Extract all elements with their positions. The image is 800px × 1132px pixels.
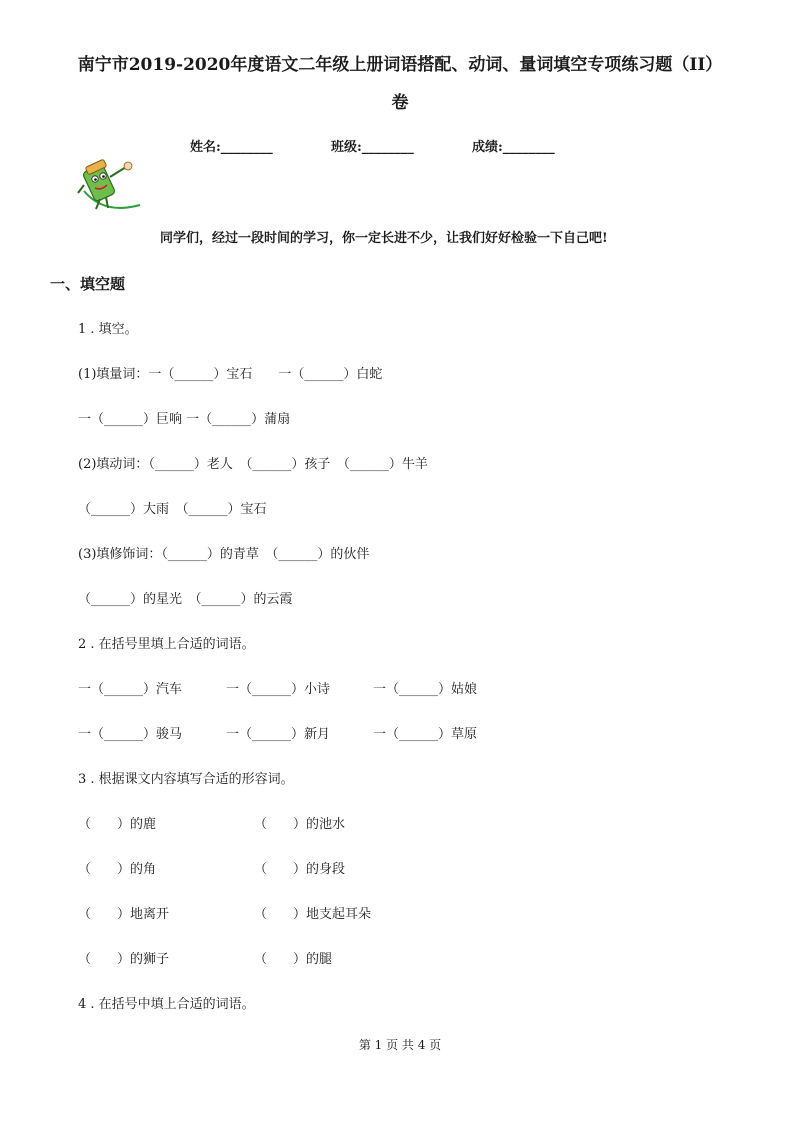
q1-line: （______）大雨 （______）宝石 [78,502,267,517]
section-heading: 一、填空题 [50,275,126,293]
q3-item: （ ）的角 [78,862,157,877]
q2-item: 一（______）新月 [226,727,331,742]
q3-item: （ ）地离开 [78,907,170,922]
q1-prompt: 1 . 填空。 [78,322,138,337]
q3-item: （ ）的狮子 [78,952,170,967]
pencil-mascot-icon [74,155,146,217]
q3-item: （ ）的身段 [254,862,346,877]
page-title-line1: 南宁市2019-2020年度语文二年级上册词语搭配、动词、量词填空专项练习题（II） [77,55,723,75]
q2-item: 一（______）汽车 [78,682,183,697]
q1-line: (2)填动词：（______）老人 （______）孩子 （______）牛羊 [78,457,428,472]
q4-prompt: 4 . 在括号中填上合适的词语。 [78,997,255,1012]
name-field: 姓名:________ [190,140,273,155]
q1-line: (1)填量词：一（______）宝石 一（______）白蛇 [78,367,383,382]
q1-line: (3)填修饰词：（______）的青草 （______）的伙伴 [78,547,370,562]
q3-item: （ ）地支起耳朵 [254,907,372,922]
q1-line: （______）的星光 （______）的云霞 [78,592,293,607]
q2-prompt: 2 . 在括号里填上合适的词语。 [78,637,255,652]
page-title-line2: 卷 [391,93,409,113]
q3-prompt: 3 . 根据课文内容填写合适的形容词。 [78,772,294,787]
intro-text: 同学们，经过一段时间的学习，你一定长进不少，让我们好好检验一下自己吧! [160,231,608,246]
q2-item: 一（______）骏马 [78,727,183,742]
q3-item: （ ）的鹿 [78,817,157,832]
page-footer: 第 1 页 共 4 页 [358,1038,442,1052]
q3-item: （ ）的腿 [254,952,333,967]
q2-item: 一（______）小诗 [226,682,331,697]
q3-item: （ ）的池水 [254,817,346,832]
q1-line: 一（______）巨响 一（______）蒲扇 [78,412,291,427]
class-field: 班级:________ [331,140,414,155]
score-field: 成绩:________ [472,140,555,155]
q2-item: 一（______）草原 [373,727,478,742]
q2-item: 一（______）姑娘 [373,682,478,697]
